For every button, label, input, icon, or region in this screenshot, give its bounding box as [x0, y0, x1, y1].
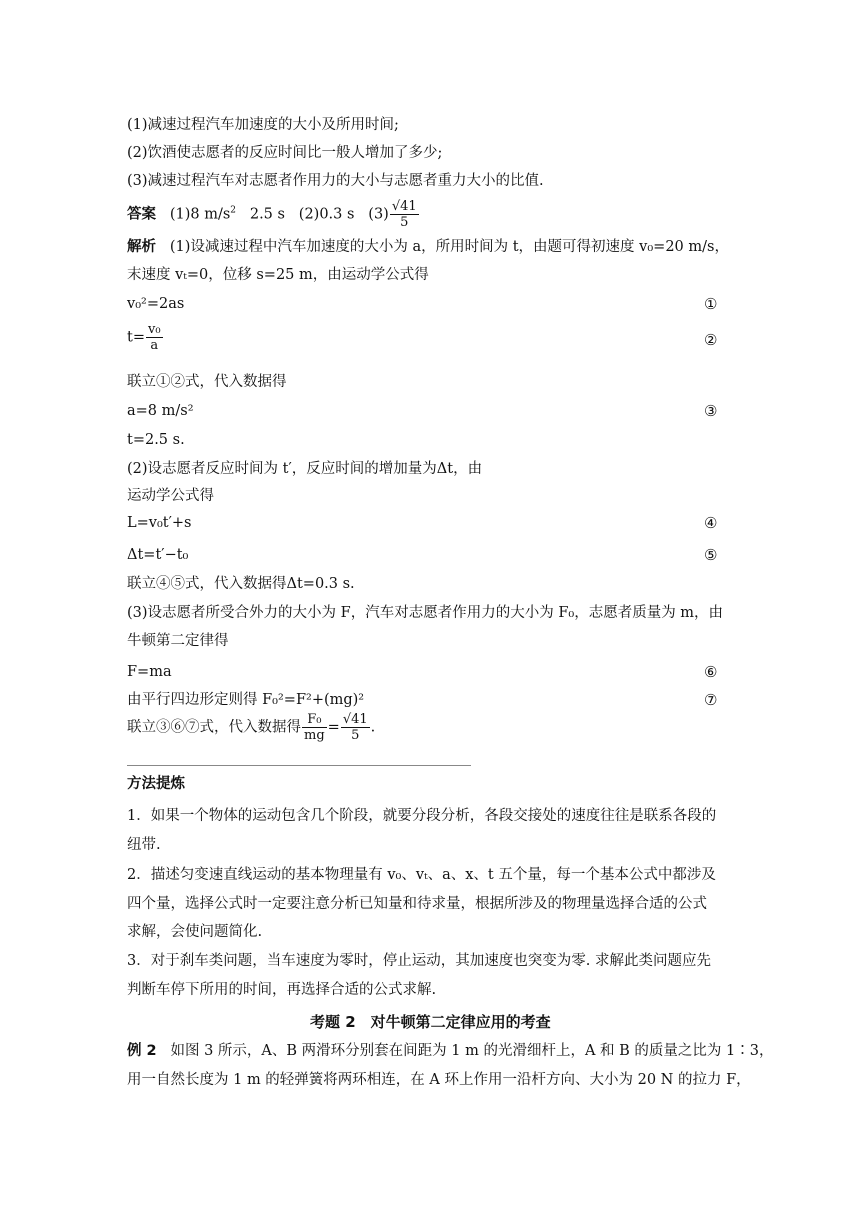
equation-5: Δt=t′−t₀	[127, 547, 189, 563]
example-line-1	[127, 1041, 773, 1061]
answer-1-exp: 2	[230, 205, 237, 216]
combine-1-2: 联立①②式，代入数据得	[127, 374, 287, 390]
marker-3: ③	[704, 402, 718, 420]
method-p3-a: 3．对于刹车类问题，当车速度为零时，停止运动，其加速度也突变为零. 求解此类问题应先	[127, 953, 711, 969]
equation-4: L=v₀t′+s	[127, 515, 192, 531]
marker-6: ⑥	[704, 663, 718, 681]
answer-3-numerator: √41	[391, 199, 417, 214]
final-period: .	[370, 719, 376, 736]
analysis-line-1	[127, 237, 729, 257]
equation-2-lhs: t=	[127, 329, 145, 346]
example-label: 例 2	[127, 1043, 157, 1059]
equation-3: a=8 m/s²	[127, 403, 194, 419]
analysis-p1-line2: 末速度 vₜ=0，位移 s=25 m，由运动学公式得	[127, 267, 429, 283]
answer-line	[127, 199, 420, 230]
analysis-p3-line2: 牛顿第二定律得	[127, 633, 229, 649]
method-p3-b: 判断车停下所用的时间，再选择合适的公式求解.	[127, 982, 437, 998]
divider	[127, 765, 471, 766]
final-denominator: mg	[304, 728, 325, 743]
method-p2-b: 四个量，选择公式时一定要注意分析已知量和待求量，根据所涉及的物理量选择合适的公式	[127, 896, 707, 912]
equation-1: v₀²=2as	[127, 296, 185, 312]
example-text-1: 如图 3 所示，A、B 两滑环分别套在间距为 1 m 的光滑细杆上，A 和 B 的质量之比为 1∶3，	[170, 1043, 774, 1059]
answer-2: (2)0.3 s	[298, 206, 355, 223]
final-right-denominator: 5	[351, 728, 360, 743]
equation-2-denominator: a	[150, 338, 159, 353]
marker-2: ②	[704, 331, 718, 349]
answer-3-fraction	[390, 199, 419, 230]
equation-6: F=ma	[127, 664, 172, 680]
answer-label: 答案	[127, 206, 156, 223]
method-p2-c: 求解，会使问题简化.	[127, 924, 263, 940]
final-combine-text: 联立③⑥⑦式，代入数据得	[127, 719, 301, 736]
marker-4: ④	[704, 514, 718, 532]
t-result: t=2.5 s.	[127, 432, 185, 448]
marker-5: ⑤	[704, 546, 718, 564]
equation-2-numerator: v₀	[147, 322, 161, 337]
final-fraction-left	[302, 712, 327, 743]
answer-3-denominator: 5	[400, 215, 409, 230]
final-combine	[127, 712, 375, 743]
marker-1: ①	[704, 295, 718, 313]
question-2: (2)饮酒使志愿者的反应时间比一般人增加了多少;	[127, 145, 443, 161]
final-fraction-right	[341, 712, 370, 743]
method-p1-a: 1．如果一个物体的运动包含几个阶段，就要分段分析，各段交接处的速度往往是联系各段的	[127, 808, 717, 824]
example-text-2: 用一自然长度为 1 m 的轻弹簧将两环相连，在 A 环上作用一沿杆方向、大小为 20 N 的拉力 F，	[127, 1072, 751, 1088]
analysis-label: 解析	[127, 239, 156, 255]
question-3: (3)减速过程汽车对志愿者作用力的大小与志愿者重力大小的比值.	[127, 173, 544, 189]
answer-1-time: 2.5 s	[249, 206, 285, 223]
final-numerator: F₀	[302, 712, 327, 728]
final-right-numerator: √41	[342, 712, 368, 727]
combine-4-5: 联立④⑤式，代入数据得Δt=0.3 s.	[127, 576, 355, 592]
equation-2-fraction	[146, 322, 163, 353]
equation-2	[127, 322, 164, 353]
marker-7: ⑦	[704, 691, 718, 709]
question-1: (1)减速过程汽车加速度的大小及所用时间;	[127, 117, 399, 133]
method-title: 方法提炼	[127, 776, 185, 792]
method-p2-a: 2．描述匀变速直线运动的基本物理量有 v₀、vₜ、a、x、t 五个量，每一个基本公式中都涉及	[127, 867, 716, 883]
equation-7: 由平行四边形定则得 F₀²=F²+(mg)²	[127, 692, 365, 708]
section-title: 考题 2 对牛顿第二定律应用的考查	[310, 1013, 551, 1031]
analysis-p3-line1: (3)设志愿者所受合外力的大小为 F，汽车对志愿者作用力的大小为 F₀，志愿者质量为 m，由	[127, 605, 724, 621]
analysis-p1-line1: (1)设减速过程中汽车加速度的大小为 a，所用时间为 t，由题可得初速度 v₀=20 m/s，	[169, 239, 729, 255]
method-p1-b: 纽带.	[127, 837, 161, 853]
analysis-p2-line1: (2)设志愿者反应时间为 t′，反应时间的增加量为Δt，由	[127, 461, 483, 477]
answer-1: (1)8 m/s	[169, 206, 231, 223]
analysis-p2-line2: 运动学公式得	[127, 488, 214, 504]
answer-3: (3)	[368, 206, 389, 223]
final-equals: =	[327, 719, 340, 736]
